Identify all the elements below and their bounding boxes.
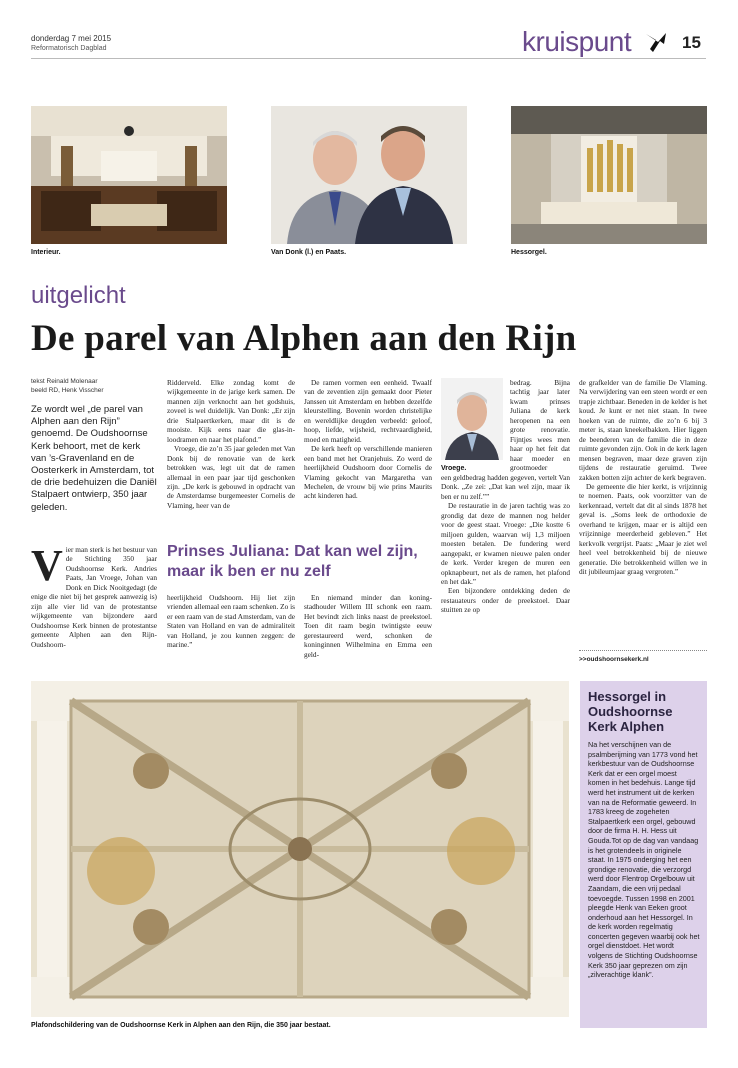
paragraph: De kerk heeft op verschillende manieren een band met het Oranjehuis. Zo werd de heerlijkheid Oudshoorn door Cornelis de Vlaming gekocht van Margaretha van Mechelen, de vrouw bij wie prins Maurits acht kinderen had. [304,444,432,501]
header-divider [31,58,706,59]
paragraph: Ridderveld. Elke zondag komt de wijkgemeente in de jarige kerk samen. De mannen zijn verknocht aan het godshuis, zoveel is wel duidelijk. Van Donk: „Er zijn drie Stalpaertkerken, maar dit is de mooiste. Kijk eens naar die glas-in-loodramen en naar het plafond.” [167,378,295,444]
photo-interior [31,106,227,244]
credit-text: tekst Reinald Molenaar [31,378,98,385]
photo-hessorgel [511,106,707,244]
paragraph: En niemand minder dan koning-stadhouder Willem III schonk een raam. Het bevindt zich links naast de preekstoel. Toen dit raam begin twintigste eeuw gerestaureerd werd, schonken de koninginnen Wilhelmina en Emma een geld- [304,593,432,659]
paragraph: De gemeente die hier kerkt, is vrijzinnig te noemen. Paats, ook voorzitter van de kerkenraad, vertelt dat dit al sinds 1878 het geval is. „Soms leek de orthodoxie de overhand te krijgen, maar er is altijd een vrijzinnige meerderheid gebleven.” Het kerkvolk vergrijst. Paats: „Maar je ziet wel heel veel betrokkenheid bij de nieuwe generatie. Die betrokkenheid willen we in dit jubileumjaar graag vergroten.” [579,481,707,577]
paragraph: bedrag. Bijna tachtig jaar later kwam prinses Juliana de kerk heropenen na een grote renovatie. Fijntjes wees men haar op het feit dat haar moeder en grootmoeder [510,378,570,472]
portrait-caption: Vroege. [441,465,467,472]
kruispunt-arrow-logo-icon [644,30,668,54]
article-headline: De parel van Alphen aan den Rijn [31,318,577,359]
photo-caption-interior: Interieur. [31,249,61,256]
website-link[interactable]: >>oudshoornsekerk.nl [579,656,649,663]
body-column-5 [579,378,707,648]
photo-portrait-vroege [441,378,503,460]
body-column-2-top [167,378,295,538]
photo-van-donk-paats [271,106,467,244]
photo-caption-ceiling: Plafondschildering van de Oudshoornse Kerk in Alphen aan den Rijn, die 350 jaar bestaat. [31,1022,331,1029]
article-intro: Ze wordt wel „de parel van Alphen aan den Rijn” genoemd. De Oudshoornse Kerk behoort, met de kerk van ’s-Gravenland en de Oosterkerk in Amsterdam, tot de drie bedehuizen die Daniël Stalpaert ontwierp, 350 jaar geleden. [31,404,157,513]
body-column-3-bottom [304,593,432,667]
paragraph: heerlijkheid Oudshoorn. Hij liet zijn vrienden allemaal een raam schenken. Zo is er een raam van de stad Amsterdam, van de Staten van Holland en van de admiraliteit van Holland, je zou kunnen zeggen: de marine.” [167,593,295,650]
url-divider [579,650,707,651]
sidebar-box-title: Hessorgel in Oudshoornse Kerk Alphen [588,689,673,734]
sidebar-box-body: Na het verschijnen van de psalmberijming van 1773 vond het kerkbestuur van de Oudshoornse Kerk dat er een orgel moest komen in het bedehuis. Lange tijd werd het instrument uit de kerken van na de Reformatie geweerd. In 1783 kreeg de zogeheten Stalpaertkerk een orgel, gebouwd door de firma H. H. Hess uit Gouda.Tot op de dag van vandaag is het grotendeels in originele staat. In 1975 onderging het een grondige renovatie, die verzorgd werd door Flentrop Orgelbouw uit Zaandam, die een vrij pedaal toevoegde. Tussen 1998 en 2001 pleegde Henk van Eeken groot onderhoud aan het Hessorgel. In de kerk worden regelmatig concerten gegeven waarbij ook het orgel dienstdoet. Het wordt volgens de Stichting Oudshoornse Kerk 350 jaar geprezen om zijn „zilverachtige klank”. [588,740,700,980]
article-subhead: Prinses Juliana: Dat kan wel zijn, maar ik ben er nu zelf [167,543,418,580]
photo-caption-van-donk-paats: Van Donk (l.) en Paats. [271,249,347,256]
body-column-4 [441,473,570,667]
body-column-4-narrow [510,378,570,472]
body-column-3-top [304,378,432,538]
drop-cap: V [31,545,63,590]
paragraph: de grafkelder van de familie De Vlaming. Na verwijdering van een steen wordt er een trapje zichtbaar. Beneden in de kelder is het koud. Je kunt er net niet staan. In twee hoeken van de ruimte, die zo’n 6 bij 3 meter is, staan kneekelbakken. Hier liggen de beenderen van de familie die in deze ruimte gevonden zijn. Ook in de kerk lagen mensen begraven, maar deze graven zijn tijdens de restauratie geruimd. Twee zakken botten zijn achter de kerk begraven. [579,378,707,482]
paragraph: Vroege, die zo’n 35 jaar geleden met Van Donk bij de renovatie van de kerk betrokken was, legt uit dat de ramen allemaal in een paar jaar tijd geschonken zijn. „De kerk is gebouwd in opdracht van de Amsterdamse burgemeester Cornelis de Vlaming, heer van de [167,444,295,510]
paragraph: De ramen vormen een eenheid. Twaalf van de zeventien zijn gemaakt door Pieter Janssen uit Amsterdam en hebben dezelfde kleurstelling. Bovenin worden christelijke en wereldlijke deugden verbeeld: geloof, hoop, liefde, wijsheid, rechtvaardigheid, moed en matigheid. [304,378,432,444]
newspaper-name: Reformatorisch Dagblad [31,45,107,52]
photo-caption-hessorgel: Hessorgel. [511,249,547,256]
paragraph: De restauratie in de jaren tachtig was zo grondig dat deze de mannen nog helder voor de geest staat. Vroege: „Die kostte 6 miljoen gulden, waarvan wij 1,3 miljoen moesten betalen. De fundering werd aangepakt, er kwamen nieuwe palen onder de kerk. Verder kregen de muren een opknapbeurt, net als de ramen, het plafond en het dak.” [441,501,570,586]
paragraph: Een bijzondere ontdekking deden de restauateurs onder de preekstoel. Daar stuitten ze op [441,586,570,615]
credit-photo: beeld RD, Henk Visscher [31,387,104,394]
body-column-1 [31,545,157,667]
section-title: kruispunt [522,26,632,57]
page-number: 15 [682,33,701,52]
issue-date: donderdag 7 mei 2015 [31,34,112,43]
article-kicker: uitgelicht [31,282,126,309]
body-column-2-bottom [167,593,295,667]
photo-ceiling-painting [31,681,569,1017]
paragraph: een geldbedrag hadden gegeven, vertelt Van Donk. „Ze zei: „Dat kan wel zijn, maar ik ben er nu zelf.”” [441,473,570,501]
column-1-text: ier man sterk is het bestuur van de Stichting 350 jaar Oudshoornse Kerk. Andries Paats, Jan Vroege, Johan van Donk en Dick Nooitgedagt (de enige die niet bij het gesprek aanwezig is) zijn alle vier lid van de protestantse wijkgemeente van bijzondere aard Oudshoornse Kerk binnen de protestantse gemeente Alphen aan den Rijn-Oudshoorn- [31,545,157,649]
